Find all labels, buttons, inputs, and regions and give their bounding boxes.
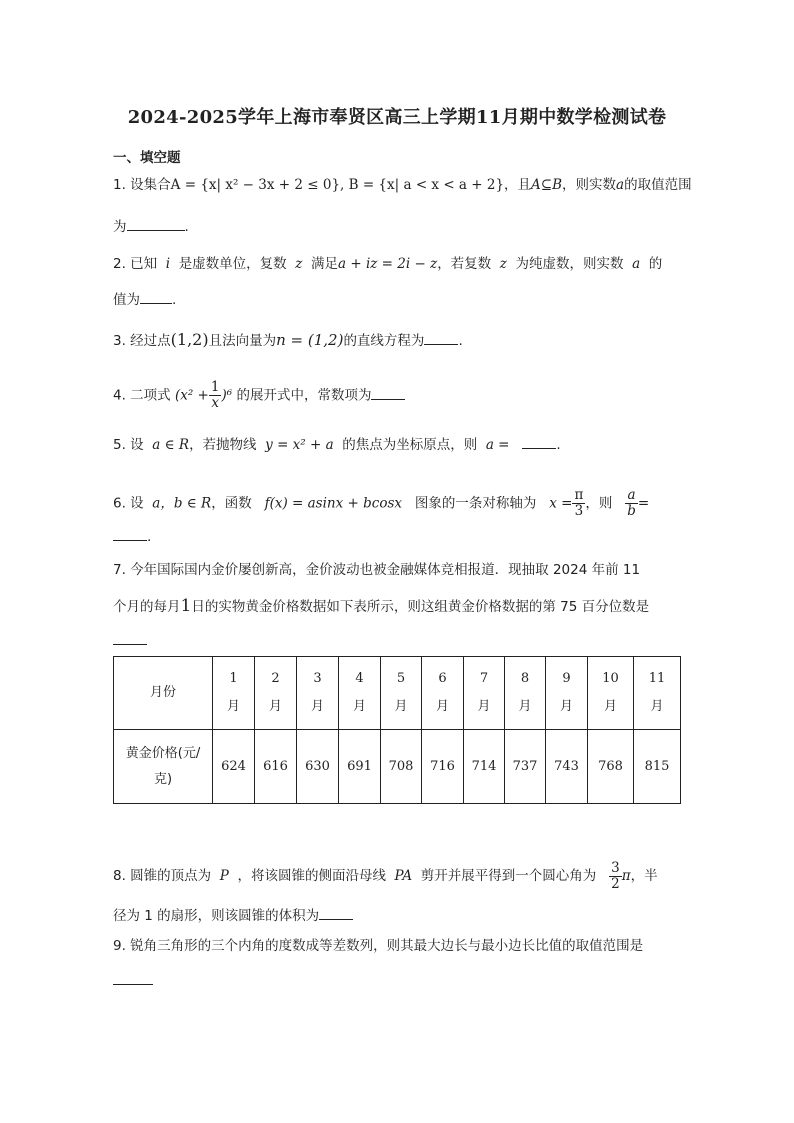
q1-text: 为 (113, 219, 127, 235)
question-5 (113, 434, 561, 455)
q8-segment-pa: PA (394, 868, 413, 884)
q8-point-p: P (219, 868, 229, 884)
q6-text: ，则 (585, 495, 613, 512)
q1-prefix: 1. 设集合 (113, 177, 171, 193)
q2-text: 为纯虚数，则实数 (515, 256, 624, 272)
q2-z: z (295, 256, 303, 272)
q2-text: 满足 (311, 256, 338, 272)
month-cell: 10 月 (588, 657, 634, 730)
q6-axis-den: 3 (574, 503, 584, 519)
q2-a: a (632, 256, 641, 272)
question-7-line2 (113, 596, 649, 617)
q4-binomial: )⁶ (221, 387, 233, 404)
q1-text: ，则实数 (562, 177, 617, 193)
q2-text: ，若复数 (437, 256, 492, 272)
q6-axis-num: π (574, 487, 584, 503)
question-7 (113, 560, 640, 580)
q2-i: i (165, 256, 171, 272)
table-row (114, 657, 681, 730)
month-cell: 5 月 (381, 657, 422, 730)
price-cell: 624 (213, 730, 255, 804)
q4-frac-den: x (211, 395, 219, 411)
q9-text: 9. 锐角三角形的三个内角的度数成等差数列，则其最大边长与最小边长比值的取值范围是 (113, 938, 644, 954)
q6-ratio-eq: = (637, 495, 650, 512)
page-title: 2024-2025学年上海市奉贤区高三上学期11月期中数学检测试卷 (127, 107, 667, 128)
answer-blank (113, 526, 147, 541)
price-cell: 708 (381, 730, 422, 804)
gold-price-table (113, 656, 681, 804)
price-cell: 630 (297, 730, 339, 804)
question-6-line2 (113, 526, 151, 547)
answer-blank (424, 330, 458, 345)
question-8-line2 (113, 905, 353, 926)
month-cell: 4 月 (339, 657, 381, 730)
q6-prefix: 6. 设 (113, 495, 144, 512)
q8-text: ，半 (630, 868, 658, 884)
price-cell: 737 (505, 730, 546, 804)
answer-blank (319, 905, 353, 920)
price-cell: 768 (588, 730, 634, 804)
q1-sets: A = {x| x² − 3x + 2 ≤ 0}, B = {x| a < x < a + 2} (170, 177, 505, 193)
table-header-price: 黄金价格(元/ 克) (114, 730, 213, 804)
q6-axis-lhs: x = (549, 495, 573, 512)
price-cell: 716 (422, 730, 464, 804)
q6-text: 图象的一条对称轴为 (414, 495, 537, 512)
q5-text: ，若抛物线 (189, 437, 257, 453)
answer-blank (127, 216, 185, 231)
price-cell: 691 (339, 730, 381, 804)
q6-axis-fraction (572, 488, 585, 519)
answer-blank (113, 970, 153, 985)
question-2-line2: 值为 . (113, 289, 176, 310)
q5-period: . (556, 437, 561, 453)
month-cell: 9 月 (546, 657, 588, 730)
q1-text: 的取值范围 (624, 177, 692, 193)
q8-text: 径为 1 的扇形，则该圆锥的体积为 (113, 908, 320, 924)
q6-function: f(x) = asinx + bcosx (264, 495, 402, 512)
q5-prefix: 5. 设 (113, 437, 144, 453)
answer-blank (522, 434, 556, 449)
q2-text: 是虚数单位，复数 (178, 256, 287, 272)
section-heading: 一、填空题 (113, 150, 181, 166)
q5-parabola: y = x² + a (265, 437, 334, 453)
q7-text: 个月的每月 (113, 599, 181, 615)
question-9 (113, 936, 643, 956)
q1-text: ，且 (504, 177, 532, 193)
q8-prefix: 8. 圆锥的顶点为 (113, 868, 212, 884)
q6-period: . (147, 529, 152, 545)
q8-pi: π (621, 868, 631, 884)
q8-text: 剪开并展平得到一个圆心角为 (420, 868, 597, 884)
month-cell: 8 月 (505, 657, 546, 730)
question-6 (113, 488, 649, 519)
price-cell: 714 (464, 730, 505, 804)
q7-text: 日的实物黄金价格数据如下表所示，则这组黄金价格数据的第 75 百分位数是 (191, 599, 650, 615)
question-1 (113, 175, 692, 195)
answer-blank (371, 385, 405, 400)
month-cell: 1 月 (213, 657, 255, 730)
month-cell: 11 月 (634, 657, 681, 730)
q6-ratio-den: b (627, 503, 636, 519)
answer-blank (140, 289, 172, 304)
q5-condition: a ∈ R (152, 437, 190, 453)
q4-prefix: 4. 二项式 (113, 387, 171, 404)
q2-equation: a + iz = 2i − z (338, 256, 438, 272)
q8-angle-num: 3 (611, 859, 620, 876)
q4-frac-num: 1 (210, 379, 220, 395)
question-9-line2 (113, 970, 153, 991)
table-row (114, 730, 681, 804)
question-1-line2: 为 . (113, 216, 189, 237)
question-8 (113, 858, 658, 894)
q6-text: ，函数 (211, 495, 252, 512)
q5-text: 的焦点为坐标原点，则 (342, 437, 478, 453)
q4-fraction (209, 380, 222, 411)
q8-angle-den: 2 (611, 875, 620, 892)
month-cell: 2 月 (255, 657, 297, 730)
price-cell: 815 (634, 730, 681, 804)
question-2 (113, 254, 662, 274)
q4-text: 的展开式中，常数项为 (236, 387, 372, 404)
q5-answer-lhs: a = (485, 437, 510, 453)
q2-prefix: 2. 已知 (113, 256, 158, 272)
q2-z: z (499, 256, 507, 272)
q3-text: 的直线方程为 (343, 333, 425, 349)
q3-normal-vector: n = (1,2) (276, 331, 344, 349)
answer-blank (113, 630, 147, 645)
q1-var: a (616, 177, 625, 193)
q2-text: 的 (648, 256, 663, 272)
q2-text: 值为 (113, 292, 140, 308)
q6-ratio-fraction (625, 488, 638, 519)
q6-ratio-num: a (625, 488, 638, 504)
price-cell: 743 (546, 730, 588, 804)
question-4 (113, 380, 405, 411)
q3-point: (1,2) (170, 330, 209, 349)
q3-prefix: 3. 经过点 (113, 333, 171, 349)
month-cell: 7 月 (464, 657, 505, 730)
q7-day: 1 (180, 596, 192, 616)
q4-binomial: (x² + (174, 387, 209, 404)
table-header-month: 月份 (114, 657, 213, 730)
price-cell: 616 (255, 730, 297, 804)
month-cell: 3 月 (297, 657, 339, 730)
q8-text: ，将该圆锥的侧面沿母线 (237, 868, 386, 884)
question-3: 3. 经过点(1,2)且法向量为n = (1,2)的直线方程为 . (113, 330, 463, 349)
question-7-line3 (113, 630, 147, 651)
month-cell: 6 月 (422, 657, 464, 730)
q1-subset: A⊆B (531, 177, 563, 193)
q6-condition: a，b ∈ R (152, 495, 212, 512)
q3-text: 且法向量为 (208, 333, 277, 349)
q8-angle-fraction (609, 861, 622, 892)
q7-text: 7. 今年国际国内金价屡创新高，金价波动也被金融媒体竞相报道．现抽取 2024 年前 11 (113, 562, 641, 578)
